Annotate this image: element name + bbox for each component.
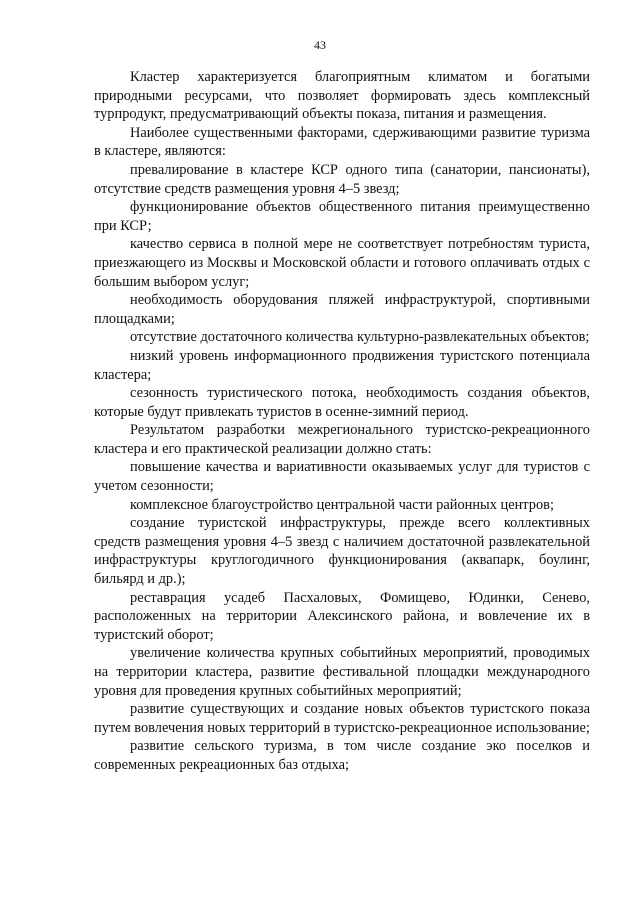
list-item-tourist-infrastructure: создание туристской инфраструктуры, прежде всего коллективных средств размещения уровня 4–5 звезд с наличием достаточной развлекательной инфраструктуры круглогодичного функционирования (аквапарк, боулинг, бильярд и др.); (94, 515, 590, 588)
list-item-estate-restoration: реставрация усадеб Пасхаловых, Фомищево, Юдинки, Сенево, расположенных на территории Алексинского района, и вовлечение их в туристский оборот; (94, 589, 590, 643)
list-item-beach-equipment: необходимость оборудования пляжей инфраструктурой, спортивными площадками; (94, 292, 590, 327)
list-item-service-quality: качество сервиса в полной мере не соответствует потребностям туриста, приезжающего из Москвы и Московской области и готового оплачивать отдых с большим выбором услуг; (94, 236, 590, 290)
list-item-town-improvement: комплексное благоустройство центральной части районных центров; (130, 496, 554, 513)
list-item-rural-tourism: развитие сельского туризма, в том числе создание эко поселков и современных рекреационных баз отдыха; (94, 738, 590, 773)
list-item-low-promotion: низкий уровень информационного продвижения туристского потенциала кластера; (94, 347, 590, 383)
list-item-lack-of-entertainment: отсутствие достаточного количества культурно-развлекательных объектов; (130, 329, 590, 346)
document-body (94, 68, 590, 775)
list-item-ksr-prevalence: превалирование в кластере КСР одного типа (санатории, пансионаты), отсутствие средств размещения уровня 4–5 звезд; (94, 161, 590, 197)
paragraph-cluster-climate: Кластер характеризуется благоприятным климатом и богатыми природными ресурсами, что позволяет формировать здесь комплексный турпродукт, предусматривающий объекты показа, питания и размещения. (94, 69, 590, 123)
page-number: 43 (314, 38, 326, 52)
list-item-seasonality: сезонность туристического потока, необходимость создания объектов, которые будут привлекать туристов в осенне-зимний период. (94, 385, 590, 420)
list-item-events-increase: увеличение количества крупных событийных мероприятий, проводимых на территории кластера, развитие фестивальной площадки международного уровня для проведения крупных событийных мероприятий; (94, 645, 590, 699)
paragraph-limiting-factors-intro: Наиболее существенными факторами, сдерживающими развитие туризма в кластере, являются: (94, 124, 590, 160)
list-item-new-sites: развитие существующих и создание новых объектов туристского показа путем вовлечения новых территорий в туристско-рекреационное использование; (94, 701, 590, 736)
list-item-service-improvement: повышение качества и вариативности оказываемых услуг для туристов с учетом сезонности; (94, 459, 590, 495)
paragraph-results-intro: Результатом разработки межрегионального туристско-рекреационного кластера и его практической реализации должно стать: (94, 422, 590, 457)
list-item-catering-at-ksr: функционирование объектов общественного питания преимущественно при КСР; (94, 199, 590, 234)
